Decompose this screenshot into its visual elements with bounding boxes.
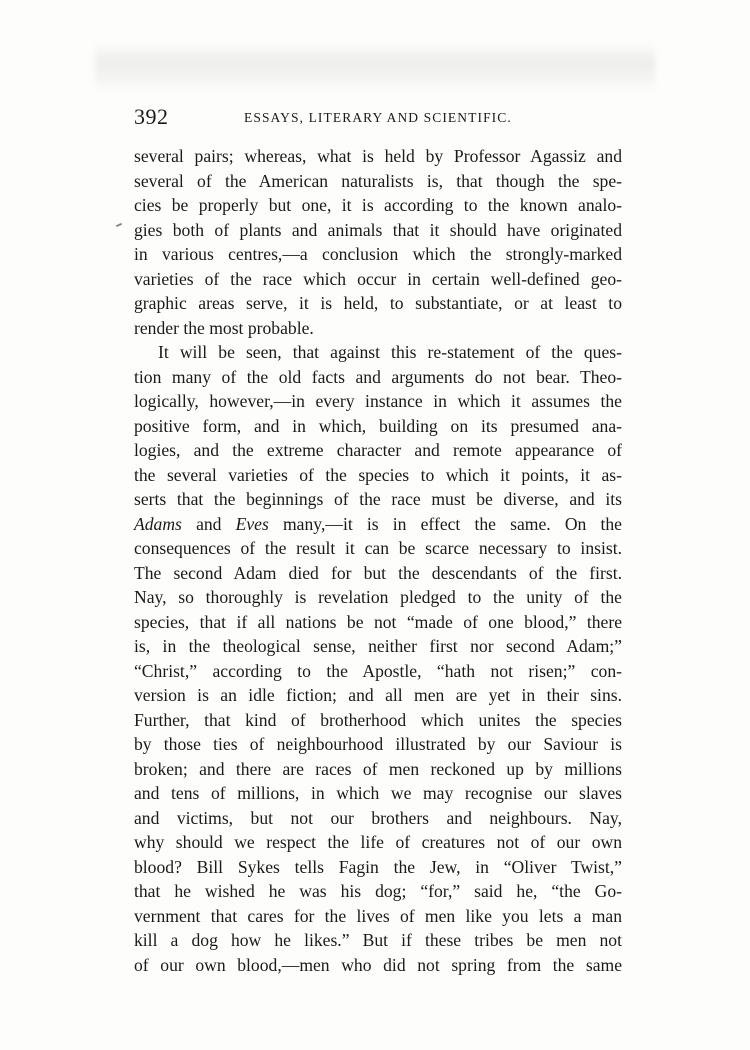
text-line: tion many of the old facts and arguments do not bear. Theo- (134, 366, 622, 387)
text-line: logically, however,—in every instance in which it assumes the (134, 391, 622, 411)
text-line: kill a dog how he likes.” But if these tribes be men not (134, 930, 622, 950)
text-line: in various centres,—a conclusion which the strongly-marked (134, 244, 622, 264)
text-line: and tens of millions, in which we may recognise our slaves (134, 783, 622, 803)
text-line: gies both of plants and animals that it should have originated (134, 219, 622, 240)
text-line: why should we respect the life of creatures not of our own (134, 832, 622, 852)
page-smudge (95, 42, 655, 92)
text-line: It will be seen, that against this re-statement of the ques- (158, 342, 622, 362)
text-line: logies, and the extreme character and remote appearance of (134, 440, 622, 460)
page-number: 392 (134, 104, 169, 129)
text-line: “Christ,” according to the Apostle, “hath not risen;” con- (134, 660, 622, 681)
text-line: graphic areas serve, it is held, to substantiate, or at least to (134, 293, 622, 313)
text-line: cies be properly but one, it is according to the known analo- (134, 195, 622, 215)
text-line: of our own blood,—men who did not spring from the same (134, 954, 622, 975)
text-line: Adams and Eves many,—it is in effect the same. On the (134, 513, 622, 534)
text-line: serts that the beginnings of the race must be diverse, and its (134, 489, 622, 509)
page-header (134, 104, 620, 134)
body-text (134, 144, 622, 977)
text-line: blood? Bill Sykes tells Fagin the Jew, in “Oliver Twist,” (134, 856, 622, 877)
running-head: ESSAYS, LITERARY AND SCIENTIFIC. (244, 110, 512, 125)
italic-word: Adams (134, 513, 182, 534)
text-line: broken; and there are races of men reckoned up by millions (134, 758, 622, 779)
text-line: varieties of the race which occur in certain well-defined geo- (134, 268, 622, 289)
text-line: positive form, and in which, building on its presumed ana- (134, 415, 622, 436)
margin-mark (116, 223, 122, 227)
text-line: vernment that cares for the lives of men like you lets a man (134, 905, 622, 926)
text-line: species, that if all nations be not “made of one blood,” there (134, 611, 622, 632)
text-line: Further, that kind of brotherhood which unites the species (134, 709, 622, 730)
text-line: several pairs; whereas, what is held by Professor Agassiz and (134, 146, 622, 166)
text-line: several of the American naturalists is, that though the spe- (134, 170, 622, 191)
text-line: the several varieties of the species to which it points, it as- (134, 464, 622, 485)
text-line: by those ties of neighbourhood illustrated by our Saviour is (134, 734, 622, 754)
text-line: render the most probable. (134, 317, 314, 338)
text-line: and victims, but not our brothers and neighbours. Nay, (134, 807, 622, 828)
text-line: is, in the theological sense, neither first nor second Adam;” (134, 636, 622, 656)
text-line: Nay, so thoroughly is revelation pledged to the unity of the (134, 587, 622, 607)
text-line: version is an idle fiction; and all men are yet in their sins. (134, 685, 622, 705)
text-line: consequences of the result it can be scarce necessary to insist. (134, 538, 622, 558)
text-line: The second Adam died for but the descendants of the first. (134, 562, 622, 583)
text-line: that he wished he was his dog; “for,” said he, “the Go- (134, 881, 622, 901)
italic-word: Eves (235, 513, 269, 534)
